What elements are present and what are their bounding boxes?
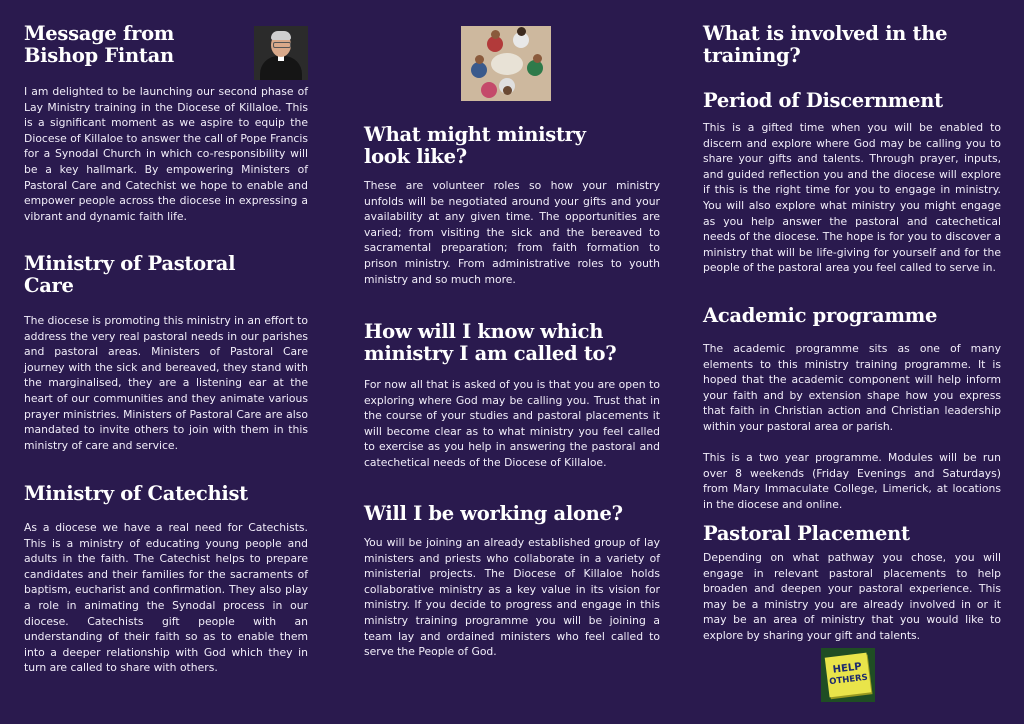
ministry-look-heading: What might ministry look like? <box>364 123 586 168</box>
academic-text-2: This is a two year programme. Modules will be run over 8 weekends (Friday Evenings and Saturdays) from Mary Immaculate College, Limerick, at locations in the diocese and online. <box>703 451 1001 511</box>
help-text: HELP <box>832 661 863 676</box>
called-heading: How will I know which ministry I am called to? <box>364 320 617 365</box>
ministry-look-text: These are volunteer roles so how your ministry unfolds will be negotiated around your gifts and your availability at any given time. The opportunities are varied; from visiting the sick and the bereaved to sacramental preparation; from faith formation to prison ministry. From administrative roles to youth ministry and so much more. <box>364 179 660 286</box>
catechist-heading: Ministry of Catechist <box>24 482 248 505</box>
discernment-text: This is a gifted time when you will be enabled to discern and explore where God may be calling you to share your gifts and talents. Through prayer, inputs, and guided reflection you and the diocese will explore if this is the right time for you to engage in ministry. You will also explore what ministry you might engage as you help answer the pastoral and catechetical needs of the diocese. The hope is for you to discover a ministry that will be life-giving for yourself and for the people of the pastoral area you feel called to serve in. <box>703 121 1001 275</box>
placement-heading: Pastoral Placement <box>703 522 910 545</box>
placement-text: Depending on what pathway you chose, you will engage in relevant pastoral placements to help broaden and deepen your pastoral experience. This may be a ministry you are already involved in or it may be an area of ministry that you would like to explore by sharing your gift and talents. <box>703 551 1001 642</box>
called-text: For now all that is asked of you is that you are open to exploring where God may be calling you. Trust that in the course of your studies and pastoral placements it will become clear as to what ministry you feel called to exercise as you help in answering the pastoral and catechetical needs of the Diocese of Killaloe. <box>364 378 660 469</box>
academic-heading: Academic programme <box>703 304 938 327</box>
working-alone-text: You will be joining an already established group of lay ministers and priests who collaborate in a variety of ministerial projects. The Diocese of Killaloe holds collaborative ministry as a key value in its vision for ministry. If you decide to progress and engage in this ministry training programme you will be joining a team lay and ordained ministers who feel called to serve the People of God. <box>364 536 660 659</box>
bishop-message-heading: Message from Bishop Fintan <box>24 22 175 67</box>
others-text: OTHERS <box>828 672 869 688</box>
pastoral-care-heading: Ministry of Pastoral Care <box>24 252 236 297</box>
academic-text-1: The academic programme sits as one of many elements to this ministry training programme. It is hoped that the academic component will help inform your faith and by extension shape how you express that faith in Christian action and Christian leadership within your pastoral area or parish. <box>703 342 1001 433</box>
discernment-heading: Period of Discernment <box>703 89 943 112</box>
bishop-message-text: I am delighted to be launching our second phase of Lay Ministry training in the Diocese of Killaloe. This is a significant moment as we aspire to equip the Diocese of Killaloe to answer the call of Pope Francis for a Synodal Church in which co-responsibility will be a key hallmark. By empowering Ministers of Pastoral Care and Catechist we hope to enable and empower people across the diocese in expressing a vibrant and dynamic faith life. <box>24 85 308 223</box>
training-heading: What is involved in the training? <box>703 22 948 67</box>
bishop-portrait-image <box>254 26 308 80</box>
catechist-text: As a diocese we have a real need for Catechists. This is a ministry of educating young people and adults in the faith. The Catechist helps to prepare candidates and their families for the sacraments of baptism, eucharist and confirmation. They also play a role in animating the Synodal process in our diocese. Catechists gift people with an understanding of their faith so as to enable them into a deeper relationship with God which they in turn are called to share with others. <box>24 521 308 675</box>
pastoral-care-text: The diocese is promoting this ministry in an effort to address the very real pastoral needs in our parishes and pastoral areas. Ministers of Pastoral Care journey with the sick and bereaved, they stand with the marginalised, they are a listening ear at the heart of our communities and they animate various prayer ministries. Ministers of Pastoral Care are also mandated to invite others to join with them in this ministry of care and service. <box>24 314 308 452</box>
group-meeting-image <box>461 26 551 101</box>
help-others-image <box>821 648 875 702</box>
working-alone-heading: Will I be working alone? <box>364 502 623 525</box>
